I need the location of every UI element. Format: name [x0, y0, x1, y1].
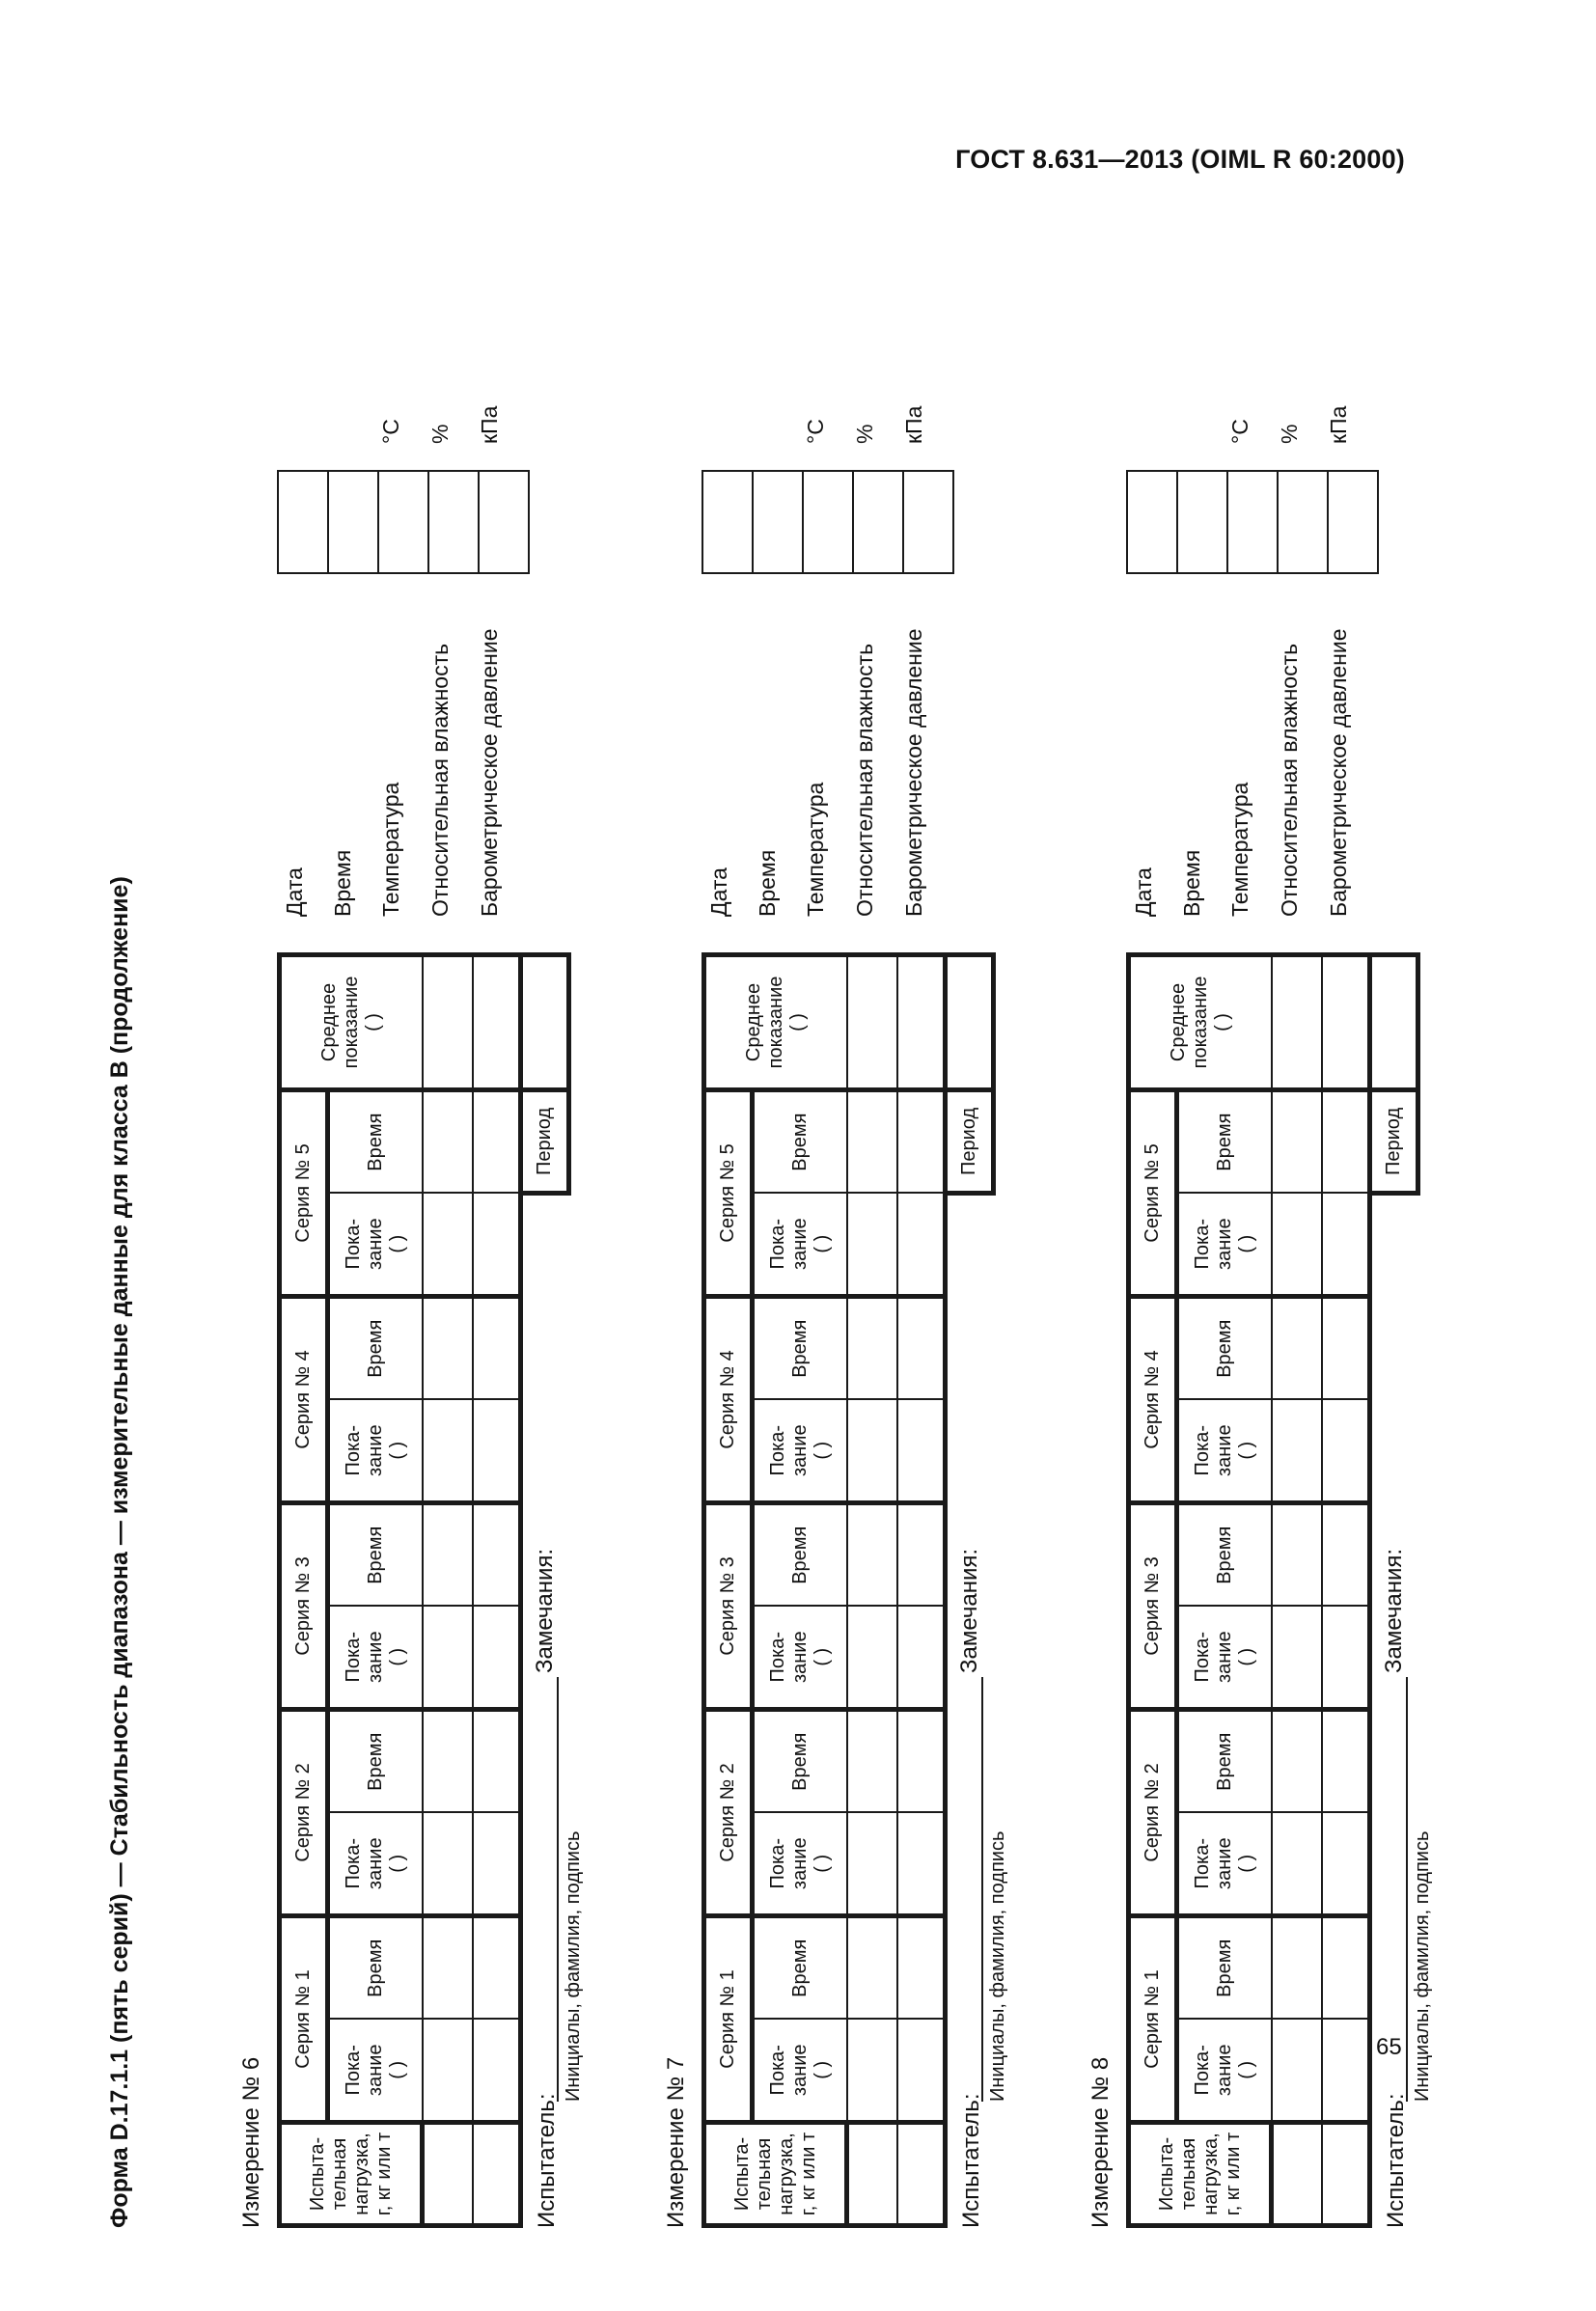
time-header: Время: [753, 1915, 847, 2019]
signature-caption: Инициалы, фамилия, подпись: [1412, 1830, 1433, 2102]
time-value-cell[interactable]: [753, 471, 803, 573]
average-header: Среднее показание ( ): [704, 955, 847, 1090]
blank-cell[interactable]: [473, 1193, 521, 1296]
blank-cell[interactable]: [1322, 1915, 1370, 2019]
blank-cell[interactable]: [1322, 1089, 1370, 1193]
blank-cell[interactable]: [473, 955, 521, 1090]
blank-cell[interactable]: [423, 2020, 473, 2123]
blank-cell[interactable]: [897, 2123, 946, 2226]
blank-cell[interactable]: [897, 1502, 946, 1606]
time-header: Время: [328, 1915, 423, 2019]
blank-cell[interactable]: [897, 1296, 946, 1399]
reading-header: Пока- зание ( ): [1177, 2020, 1272, 2123]
pressure-label: Барометрическое давление: [1326, 628, 1351, 917]
humidity-label: Относительная влажность: [427, 643, 453, 917]
blank-cell[interactable]: [423, 1193, 473, 1296]
blank-cell[interactable]: [847, 1606, 897, 1709]
time-label: Время: [1179, 849, 1204, 917]
humidity-value-cell[interactable]: [853, 471, 903, 573]
series-4-header: Серия № 4: [280, 1296, 328, 1502]
tester-label: Испытатель:: [958, 2093, 984, 2228]
blank-cell[interactable]: [1272, 1193, 1322, 1296]
temperature-unit: °С: [803, 419, 828, 444]
load-header: Испыта- тельная нагрузка, г, кг или т: [704, 2123, 847, 2226]
period-label: Период: [521, 1089, 569, 1193]
time-value-cell[interactable]: [1177, 471, 1227, 573]
reading-header: Пока- зание ( ): [328, 1812, 423, 1915]
time-label: Время: [330, 849, 355, 917]
blank-cell[interactable]: [847, 1193, 897, 1296]
time-header: Время: [753, 1502, 847, 1606]
standard-designation: ГОСТ 8.631—2013 (OIML R 60:2000): [955, 145, 1405, 174]
temperature-unit: °С: [378, 419, 403, 444]
pressure-unit: кПа: [1326, 405, 1351, 444]
temperature-value-cell[interactable]: [1227, 471, 1278, 573]
blank-cell[interactable]: [847, 2020, 897, 2123]
blank-cell[interactable]: [1322, 2123, 1370, 2226]
reading-header: Пока- зание ( ): [328, 1399, 423, 1502]
measurement-block: [238, 207, 644, 2311]
series-1-header: Серия № 1: [704, 1915, 753, 2122]
remarks-label: Замечания:: [532, 1548, 558, 1673]
measurement-label: Измерение № 7: [663, 2056, 689, 2228]
series-2-header: Серия № 2: [280, 1709, 328, 1915]
blank-cell[interactable]: [847, 1399, 897, 1502]
time-value-cell[interactable]: [328, 471, 378, 573]
reading-header: Пока- зание ( ): [1177, 1812, 1272, 1915]
pressure-value-cell[interactable]: [903, 471, 953, 573]
blank-cell[interactable]: [1272, 1812, 1322, 1915]
date-value-cell[interactable]: [1127, 471, 1177, 573]
blank-cell[interactable]: [423, 1812, 473, 1915]
blank-cell[interactable]: [1272, 1915, 1322, 2019]
measurement-table: [702, 952, 996, 2228]
series-1-header: Серия № 1: [1129, 1915, 1177, 2122]
blank-cell[interactable]: [1272, 1709, 1322, 1812]
blank-cell[interactable]: [847, 955, 897, 1090]
series-2-header: Серия № 2: [1129, 1709, 1177, 1915]
blank-cell[interactable]: [1272, 1089, 1322, 1193]
reading-header: Пока- зание ( ): [753, 1399, 847, 1502]
blank-cell[interactable]: [897, 955, 946, 1090]
blank-cell[interactable]: [847, 2123, 897, 2226]
empty-area: [946, 1193, 994, 2225]
date-label: Дата: [282, 867, 307, 917]
reading-header: Пока- зание ( ): [753, 1193, 847, 1296]
time-header: Время: [1177, 1709, 1272, 1812]
blank-cell[interactable]: [897, 1812, 946, 1915]
series-3-header: Серия № 3: [280, 1502, 328, 1709]
blank-cell[interactable]: [423, 1606, 473, 1709]
blank-cell[interactable]: [473, 1399, 521, 1502]
blank-cell[interactable]: [1322, 1606, 1370, 1709]
measurement-block: [663, 207, 1068, 2311]
empty-area: [1370, 1193, 1418, 2225]
blank-cell[interactable]: [1322, 1399, 1370, 1502]
blank-cell[interactable]: [1322, 955, 1370, 1090]
pressure-unit: кПа: [901, 405, 926, 444]
series-4-header: Серия № 4: [704, 1296, 753, 1502]
measurement-label: Измерение № 6: [238, 2056, 264, 2228]
conditions-table: [277, 470, 530, 574]
time-header: Время: [1177, 1296, 1272, 1399]
date-value-cell[interactable]: [278, 471, 328, 573]
temperature-unit: °С: [1227, 419, 1252, 444]
blank-cell[interactable]: [1322, 1296, 1370, 1399]
blank-cell[interactable]: [1272, 1502, 1322, 1606]
tester-label: Испытатель:: [534, 2093, 560, 2228]
blank-cell[interactable]: [847, 1089, 897, 1193]
measurement-label: Измерение № 8: [1087, 2056, 1114, 2228]
time-label: Время: [755, 849, 780, 917]
empty-area: [521, 1193, 569, 2225]
blank-cell[interactable]: [473, 2020, 521, 2123]
blank-cell[interactable]: [1272, 2020, 1322, 2123]
blank-cell[interactable]: [847, 1915, 897, 2019]
humidity-value-cell[interactable]: [428, 471, 479, 573]
load-header: Испыта- тельная нагрузка, г, кг или т: [1129, 2123, 1272, 2226]
blank-cell[interactable]: [847, 1812, 897, 1915]
blank-cell[interactable]: [897, 1915, 946, 2019]
signature-caption: Инициалы, фамилия, подпись: [563, 1830, 584, 2102]
tester-label: Испытатель:: [1383, 2093, 1409, 2228]
remarks-label: Замечания:: [1381, 1548, 1407, 1673]
blank-cell[interactable]: [1272, 1606, 1322, 1709]
blank-cell[interactable]: [473, 1296, 521, 1399]
time-header: Время: [1177, 1502, 1272, 1606]
reading-header: Пока- зание ( ): [328, 1193, 423, 1296]
temperature-label: Температура: [1227, 782, 1252, 917]
pressure-label: Барометрическое давление: [477, 628, 502, 917]
blank-cell[interactable]: [473, 1502, 521, 1606]
reading-header: Пока- зание ( ): [753, 1606, 847, 1709]
blank-cell[interactable]: [897, 1193, 946, 1296]
blank-cell[interactable]: [1272, 2123, 1322, 2226]
blank-cell[interactable]: [847, 1296, 897, 1399]
series-5-header: Серия № 5: [1129, 1089, 1177, 1296]
blank-cell[interactable]: [897, 1089, 946, 1193]
temperature-value-cell[interactable]: [803, 471, 853, 573]
measurement-table: [1126, 952, 1420, 2228]
blank-cell[interactable]: [1272, 1296, 1322, 1399]
series-5-header: Серия № 5: [280, 1089, 328, 1296]
page-number: 65: [1376, 2034, 1402, 2060]
time-header: Время: [753, 1089, 847, 1193]
temperature-label: Температура: [803, 782, 828, 917]
blank-cell[interactable]: [897, 2020, 946, 2123]
period-value-cell[interactable]: [521, 955, 569, 1090]
blank-cell[interactable]: [473, 1606, 521, 1709]
date-value-cell[interactable]: [702, 471, 753, 573]
signature-line[interactable]: [981, 1677, 983, 2102]
reading-header: Пока- зание ( ): [328, 1606, 423, 1709]
pressure-value-cell[interactable]: [479, 471, 529, 573]
signature-line[interactable]: [1406, 1677, 1408, 2102]
blank-cell[interactable]: [1272, 955, 1322, 1090]
reading-header: Пока- зание ( ): [1177, 1399, 1272, 1502]
time-header: Время: [753, 1709, 847, 1812]
temperature-value-cell[interactable]: [378, 471, 428, 573]
blank-cell[interactable]: [897, 1399, 946, 1502]
period-value-cell[interactable]: [1370, 955, 1418, 1090]
average-header: Среднее показание ( ): [280, 955, 423, 1090]
time-header: Время: [328, 1089, 423, 1193]
time-header: Время: [328, 1709, 423, 1812]
reading-header: Пока- зание ( ): [753, 1812, 847, 1915]
period-label: Период: [946, 1089, 994, 1193]
time-header: Время: [328, 1502, 423, 1606]
measurement-block: [1087, 207, 1493, 2311]
blank-cell[interactable]: [473, 1915, 521, 2019]
conditions-table: [702, 470, 954, 574]
series-4-header: Серия № 4: [1129, 1296, 1177, 1502]
signature-line[interactable]: [557, 1677, 559, 2102]
reading-header: Пока- зание ( ): [1177, 1193, 1272, 1296]
conditions-table: [1126, 470, 1379, 574]
series-3-header: Серия № 3: [1129, 1502, 1177, 1709]
pressure-label: Барометрическое давление: [901, 628, 926, 917]
reading-header: Пока- зание ( ): [1177, 1606, 1272, 1709]
date-label: Дата: [1131, 867, 1156, 917]
signature-caption: Инициалы, фамилия, подпись: [987, 1830, 1008, 2102]
blank-cell[interactable]: [423, 1399, 473, 1502]
blank-cell[interactable]: [1322, 1709, 1370, 1812]
humidity-unit: %: [427, 424, 453, 444]
measurement-table: [277, 952, 571, 2228]
blank-cell[interactable]: [473, 1709, 521, 1812]
reading-header: Пока- зание ( ): [753, 2020, 847, 2123]
form-title: Форма D.17.1.1 (пять серий) — Стабильность диапазона — измерительные данные для класса В (продолжение): [106, 876, 133, 2228]
reading-header: Пока- зание ( ): [328, 2020, 423, 2123]
blank-cell[interactable]: [1322, 1193, 1370, 1296]
blank-cell[interactable]: [1322, 1812, 1370, 1915]
rotated-form-area: [106, 207, 1433, 2311]
series-3-header: Серия № 3: [704, 1502, 753, 1709]
blank-cell[interactable]: [1322, 1502, 1370, 1606]
pressure-value-cell[interactable]: [1328, 471, 1378, 573]
series-2-header: Серия № 2: [704, 1709, 753, 1915]
series-1-header: Серия № 1: [280, 1915, 328, 2122]
series-5-header: Серия № 5: [704, 1089, 753, 1296]
period-value-cell[interactable]: [946, 955, 994, 1090]
time-header: Время: [328, 1296, 423, 1399]
blank-cell[interactable]: [423, 1502, 473, 1606]
blank-cell[interactable]: [423, 955, 473, 1090]
remarks-label: Замечания:: [956, 1548, 982, 1673]
blank-cell[interactable]: [847, 1502, 897, 1606]
period-label: Период: [1370, 1089, 1418, 1193]
blank-cell[interactable]: [1272, 1399, 1322, 1502]
blank-cell[interactable]: [423, 2123, 473, 2226]
pressure-unit: кПа: [477, 405, 502, 444]
blank-cell[interactable]: [423, 1296, 473, 1399]
blank-cell[interactable]: [423, 1915, 473, 2019]
humidity-value-cell[interactable]: [1278, 471, 1328, 573]
humidity-unit: %: [1277, 424, 1302, 444]
time-header: Время: [1177, 1915, 1272, 2019]
blank-cell[interactable]: [1322, 2020, 1370, 2123]
humidity-label: Относительная влажность: [1277, 643, 1302, 917]
date-label: Дата: [706, 867, 731, 917]
blank-cell[interactable]: [423, 1709, 473, 1812]
temperature-label: Температура: [378, 782, 403, 917]
blank-cell[interactable]: [847, 1709, 897, 1812]
blank-cell[interactable]: [423, 1089, 473, 1193]
blank-cell[interactable]: [473, 1089, 521, 1193]
average-header: Среднее показание ( ): [1129, 955, 1272, 1090]
load-header: Испыта- тельная нагрузка, г, кг или т: [280, 2123, 423, 2226]
blank-cell[interactable]: [473, 2123, 521, 2226]
blank-cell[interactable]: [897, 1709, 946, 1812]
time-header: Время: [753, 1296, 847, 1399]
humidity-unit: %: [852, 424, 877, 444]
time-header: Время: [1177, 1089, 1272, 1193]
blank-cell[interactable]: [473, 1812, 521, 1915]
humidity-label: Относительная влажность: [852, 643, 877, 917]
blank-cell[interactable]: [897, 1606, 946, 1709]
